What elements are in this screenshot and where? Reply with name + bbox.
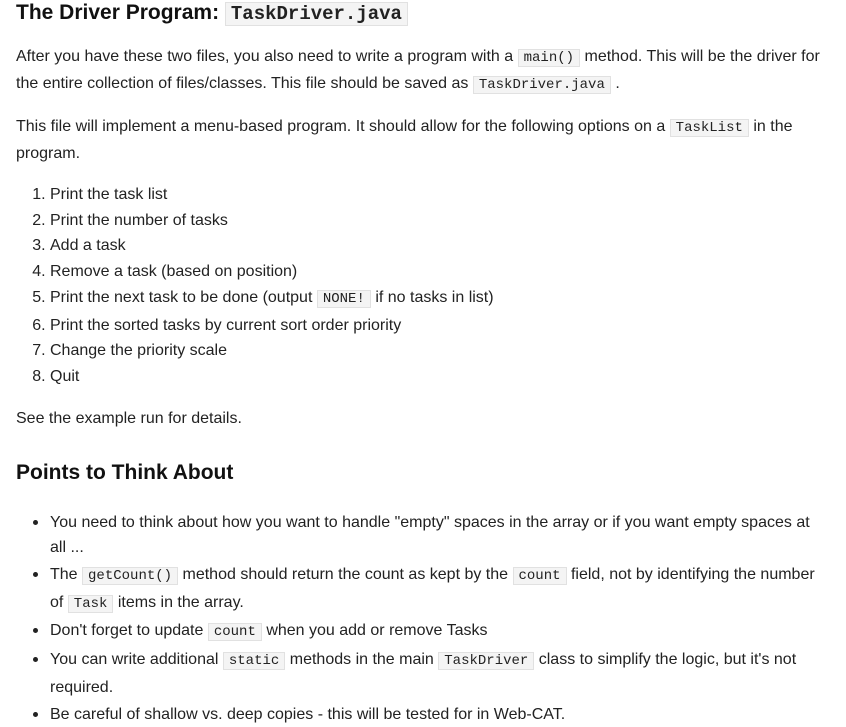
list-item: 8. Quit xyxy=(50,364,830,390)
point-4-text-2: methods in the main xyxy=(289,651,434,669)
point-2-text-2: method should return the count as kept by the xyxy=(182,566,509,584)
menu-intro-text-2: in the program. xyxy=(16,118,793,162)
list-item: 7. Change the priority scale xyxy=(50,338,830,364)
title-code-filename: TaskDriver.java xyxy=(225,2,408,26)
code-taskdriver: TaskDriver xyxy=(438,652,534,670)
point-3-text-1: Don't forget to update xyxy=(50,622,204,640)
list-item: 1. Print the task list xyxy=(50,182,830,208)
points-list xyxy=(16,509,830,727)
option-5-text-1: Print the next task to be done (output xyxy=(50,288,313,306)
list-item xyxy=(50,285,830,313)
intro-text-1: After you have these two files, you also need to write a program with a xyxy=(16,48,514,65)
intro-paragraph xyxy=(16,44,830,98)
code-static: static xyxy=(223,652,285,670)
point-4-text-1: You can write additional xyxy=(50,651,219,669)
list-item xyxy=(50,561,830,617)
option-5-text-2: if no tasks in list) xyxy=(375,288,494,306)
list-item xyxy=(50,646,830,700)
list-item: 4. Remove a task (based on position) xyxy=(50,259,830,285)
list-item xyxy=(50,617,830,646)
section-title-driver-program xyxy=(16,0,830,27)
point-3-text-2: when you add or remove Tasks xyxy=(266,622,488,640)
title-text: The Driver Program: xyxy=(16,1,220,24)
menu-options-list xyxy=(16,182,830,390)
menu-intro-text-1: This file will implement a menu-based program. It should allow for the following options on a xyxy=(16,118,666,135)
point-4-text-3: class to simplify the logic, but it's not required. xyxy=(50,651,797,696)
code-getcount: getCount() xyxy=(82,567,178,585)
menu-intro-paragraph xyxy=(16,114,830,167)
code-tasklist: TaskList xyxy=(670,119,749,137)
code-main: main() xyxy=(518,49,580,67)
list-item: 3. Add a task xyxy=(50,233,830,259)
code-count: count xyxy=(513,567,567,585)
see-example-paragraph: See the example run for details. xyxy=(16,409,242,427)
point-2-text-3: field, not by identifying the number of xyxy=(50,566,815,611)
intro-text-2: method. This will be the driver for the entire collection of files/classes. This file should be saved as xyxy=(16,48,820,92)
section-title-points: Points to Think About xyxy=(16,460,234,484)
code-none: NONE! xyxy=(317,290,371,308)
list-item: 2. Print the number of tasks xyxy=(50,208,830,234)
code-count: count xyxy=(208,623,262,641)
point-2-text-4: items in the array. xyxy=(117,593,244,611)
point-2-text-1: The xyxy=(50,566,78,584)
list-item: • You need to think about how you want to handle "empty" spaces in the array or if you want empty spaces at all ... xyxy=(50,509,830,561)
code-taskdriver-filename: TaskDriver.java xyxy=(473,76,611,94)
code-task: Task xyxy=(68,595,114,613)
intro-text-3: . xyxy=(615,75,620,92)
list-item: • Be careful of shallow vs. deep copies - this will be tested for in Web-CAT. xyxy=(50,701,830,727)
list-item: 6. Print the sorted tasks by current sort order priority xyxy=(50,313,830,339)
